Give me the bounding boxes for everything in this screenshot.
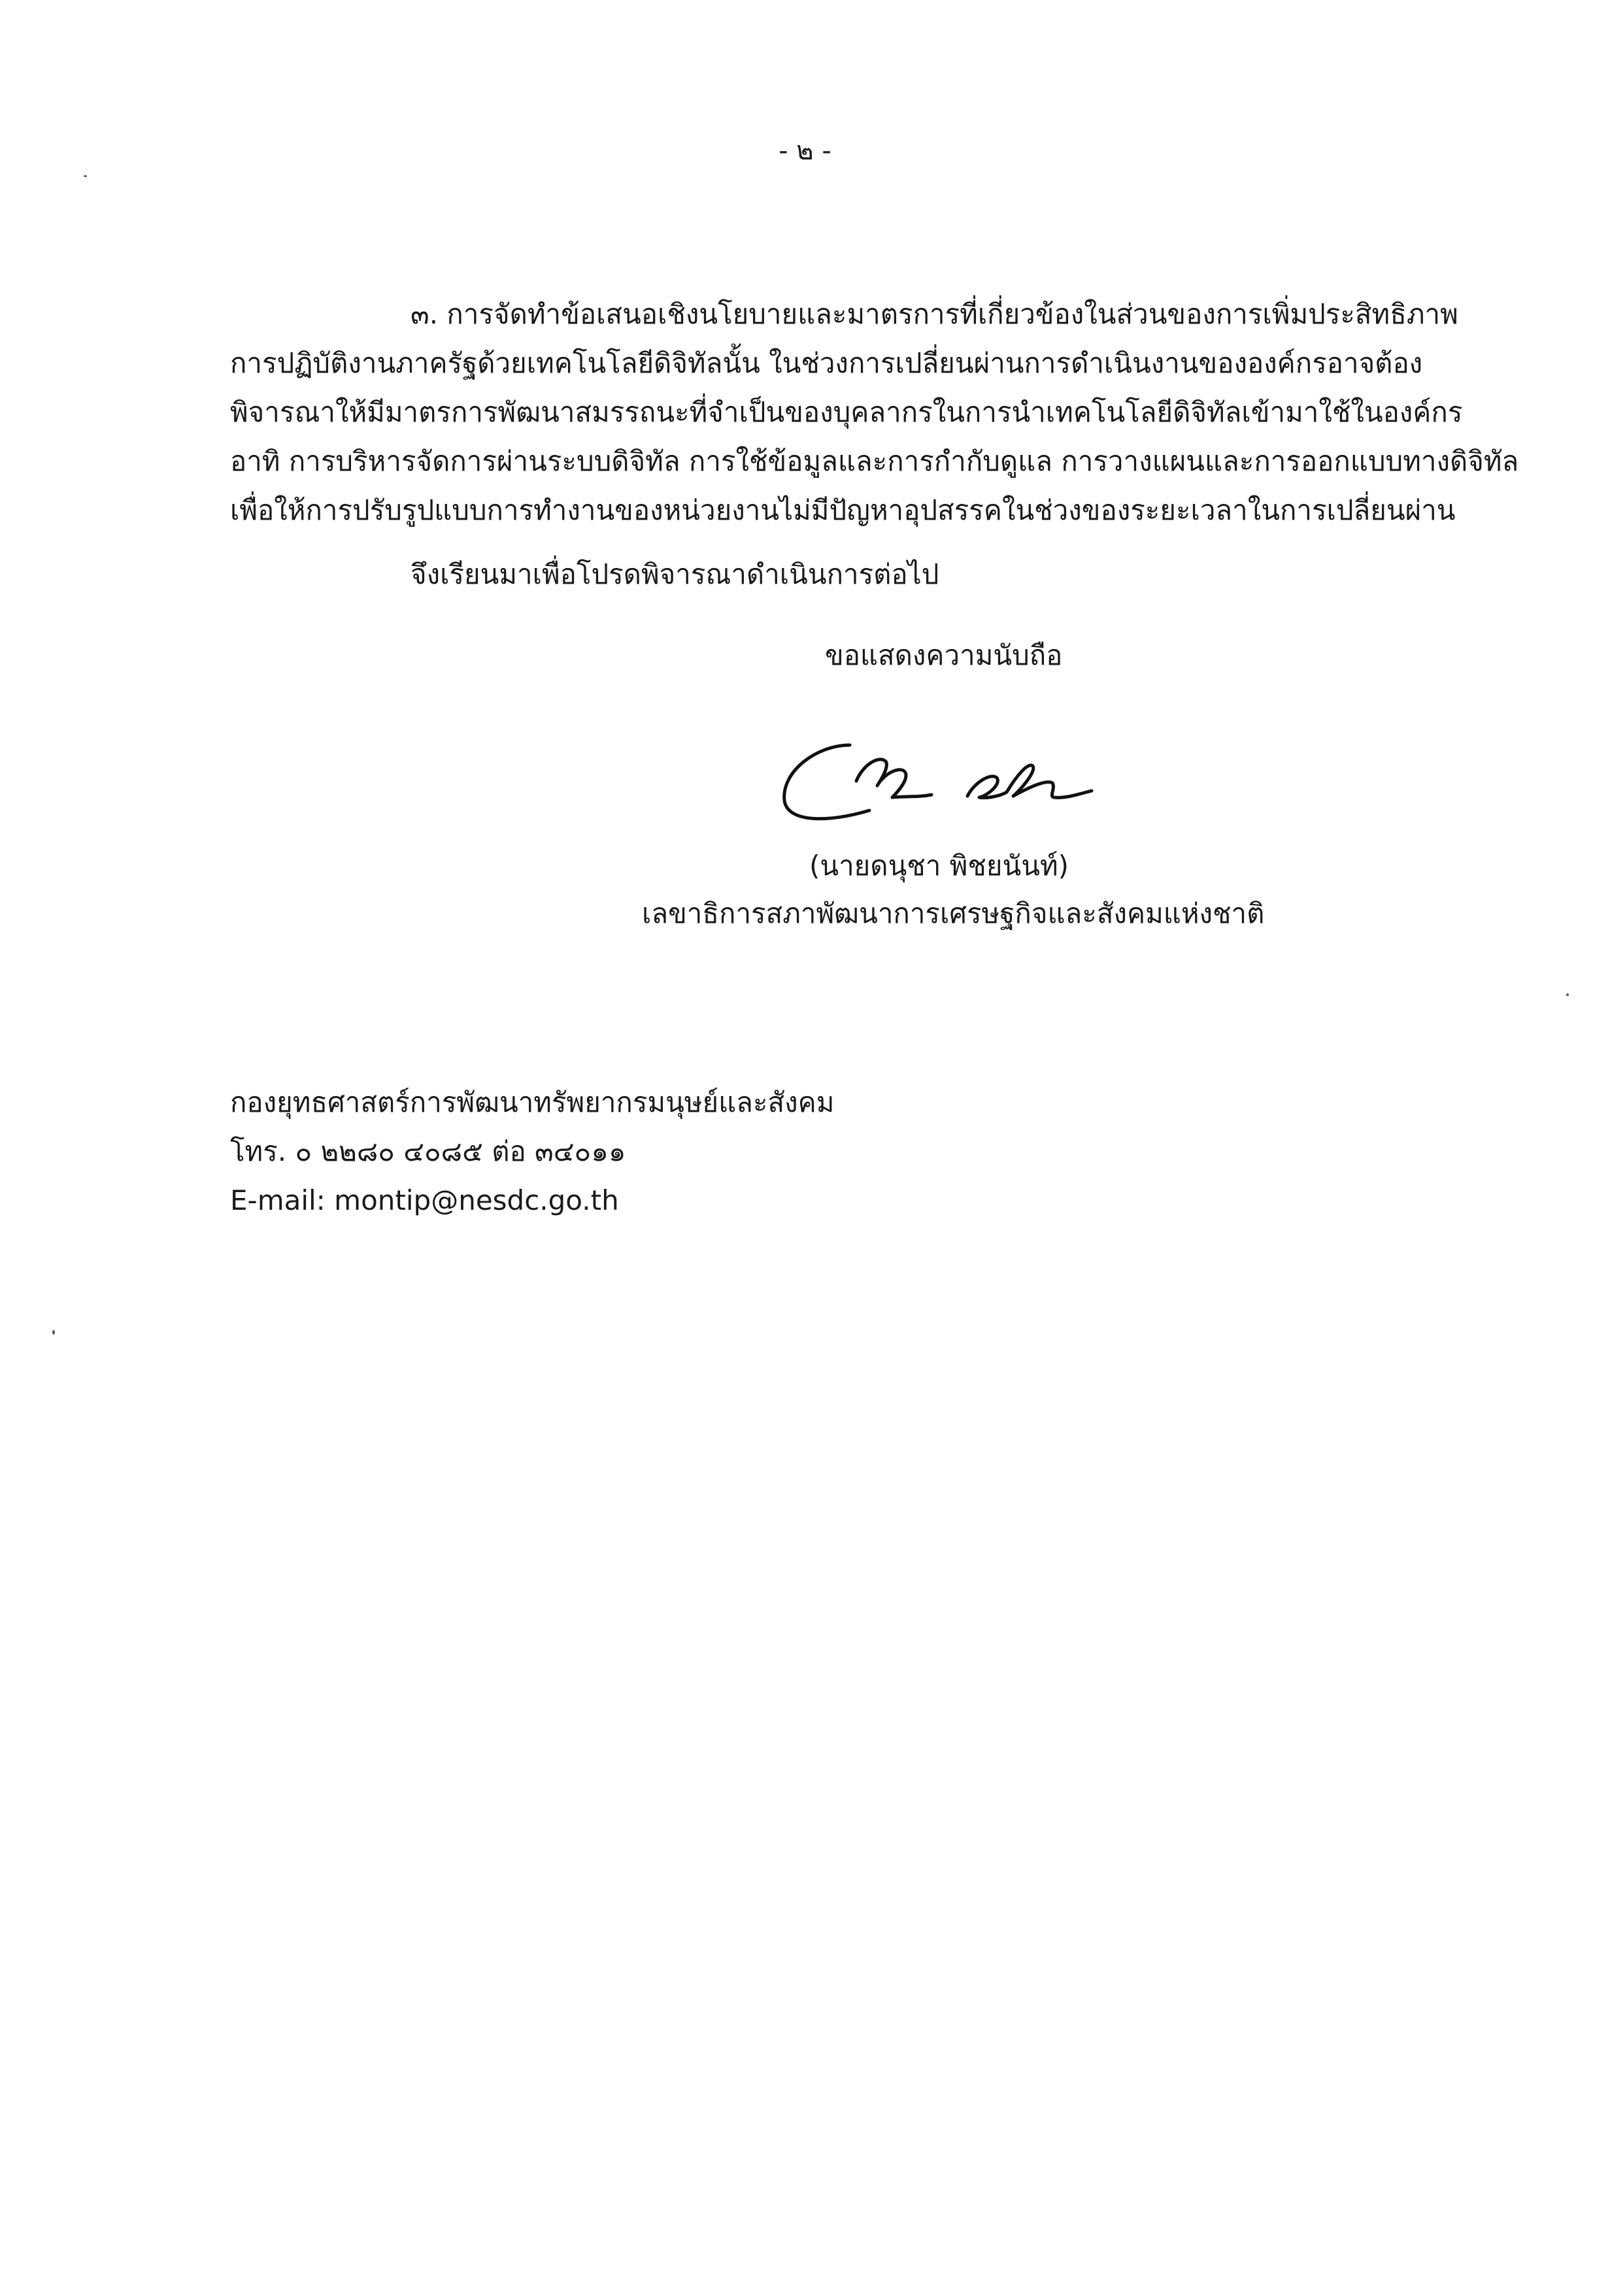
closing-line: จึงเรียนมาเพื่อโปรดพิจารณาดำเนินการต่อไป	[411, 558, 939, 590]
page-number: - ๒ -	[779, 136, 831, 166]
scan-speck	[84, 175, 87, 177]
complimentary-close: ขอแสดงความนับถือ	[825, 639, 1063, 671]
paragraph-line: พิจารณาให้มีมาตรการพัฒนาสมรรถนะที่จำเป็นของบุคลากรในการนำเทคโนโลยีดิจิทัลเข้ามาใช้ในองค์กร	[230, 396, 1463, 428]
department-phone: โทร. ๐ ๒๒๘๐ ๔๐๘๕ ต่อ ๓๔๐๑๑	[230, 1135, 626, 1167]
department-name: กองยุทธศาสตร์การพัฒนาทรัพยากรมนุษย์และสังคม	[230, 1086, 835, 1118]
department-email: E-mail: montip@nesdc.go.th	[230, 1184, 619, 1216]
paragraph-line: เพื่อให้การปรับรูปแบบการทำงานของหน่วยงานไม่มีปัญหาอุปสรรคในช่วงของระยะเวลาในการเปลี่ยนผ่าน	[230, 494, 1456, 526]
paragraph-line: อาทิ การบริหารจัดการผ่านระบบดิจิทัล การใช้ข้อมูลและการกำกับดูแล การวางแผนและการออกแบบทางดิจิทัล	[230, 445, 1519, 477]
signer-title: เลขาธิการสภาพัฒนาการเศรษฐกิจและสังคมแห่งชาติ	[642, 897, 1265, 929]
scan-speck	[1566, 993, 1569, 996]
signer-name: (นายดนุชา พิชยนันท์)	[809, 850, 1069, 882]
handwritten-signature	[771, 725, 1111, 830]
scan-speck	[52, 1330, 55, 1335]
paragraph-line: การปฏิบัติงานภาครัฐด้วยเทคโนโลยีดิจิทัลนั้น ในช่วงการเปลี่ยนผ่านการดำเนินงานขององค์กรอาจต้อง	[230, 347, 1423, 379]
paragraph-line: ๓. การจัดทำข้อเสนอเชิงนโยบายและมาตรการที่เกี่ยวข้องในส่วนของการเพิ่มประสิทธิภาพ	[411, 298, 1458, 330]
